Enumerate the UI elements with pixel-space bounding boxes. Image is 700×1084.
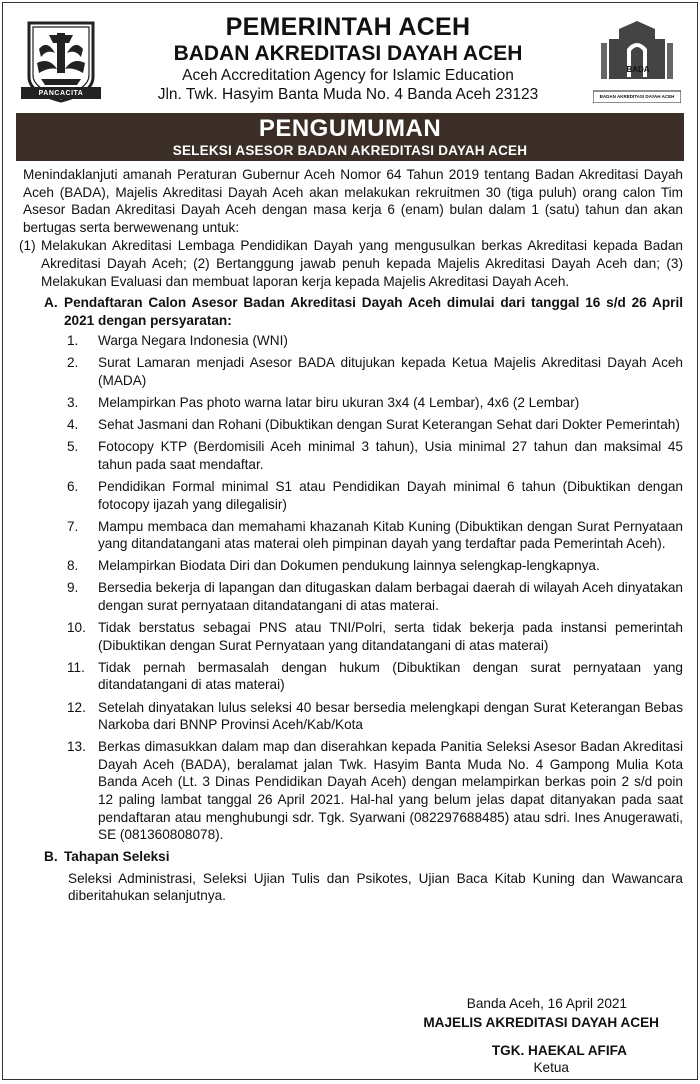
logo-right-caption: BADAN AKREDITASI DAYAH ACEH xyxy=(599,94,675,99)
list-item: 5. Fotocopy KTP (Berdomisili Aceh minimal 3 tahun), Usia minimal 27 tahun dan maksimal 45 tahun pada saat mendaftar. xyxy=(67,439,683,472)
list-item: 8. Melampirkan Biodata Diri dan Dokumen pendukung lainnya selengkap-lengkapnya. xyxy=(67,558,600,574)
duties-text: Melakukan Akreditasi Lembaga Pendidikan Dayah yang mengusulkan berkas Akreditasi kepada Badan Akreditasi Dayah Aceh; (2) Bertanggung jawab penuh kepada Majelis Akreditasi Dayah Aceh dan; (3) Melakukan Evaluasi dan membuat laporan kerja kepada Majelis Akreditasi Dayah Aceh. xyxy=(41,238,683,289)
section-b-text: Seleksi Administrasi, Seleksi Ujian Tulis dan Psikotes, Ujian Baca Kitab Kuning dan Wawancara diberitahukan selanjutnya. xyxy=(68,870,683,904)
section-a-letter: A. xyxy=(44,295,58,311)
logo-right-text: BADA xyxy=(626,65,650,74)
agency-address: Jln. Twk. Hasyim Banta Muda No. 4 Banda Aceh 23123 xyxy=(157,86,539,103)
section-a-heading xyxy=(19,294,683,329)
government-title: PEMERINTAH ACEH xyxy=(225,13,471,41)
list-item: 3. Melampirkan Pas photo warna latar biru ukuran 3x4 (4 Lembar), 4x6 (2 Lembar) xyxy=(67,395,580,411)
announcement-banner xyxy=(16,113,684,161)
announcement-subtitle: SELEKSI ASESOR BADAN AKREDITASI DAYAH ACEH xyxy=(172,143,528,158)
letterhead xyxy=(3,3,697,111)
section-b-letter: B. xyxy=(44,849,58,865)
signature-name: TGK. HAEKAL AFIFA xyxy=(491,1043,627,1058)
section-a-title: Pendaftaran Calon Asesor Badan Akreditasi Dayah Aceh dimulai dari tanggal 16 s/d 26 April 2021 dengan persyaratan: xyxy=(64,295,683,328)
requirements-list xyxy=(19,332,683,843)
section-b-title: Tahapan Seleksi xyxy=(64,849,170,865)
bada-logo xyxy=(593,19,681,103)
list-item: 6. Pendidikan Formal minimal S1 atau Pendidikan Dayah minimal 6 tahun (Dibuktikan dengan fotocopy ijazah yang dilegalisir) xyxy=(67,479,683,512)
letterhead-text xyxy=(111,13,585,104)
announcement-body xyxy=(19,166,683,905)
logo-left-caption: PANCACITA xyxy=(38,90,84,97)
signature-place-date: Banda Aceh, 16 April 2021 xyxy=(466,996,627,1011)
list-item: 2. Surat Lamaran menjadi Asesor BADA ditujukan kepada Ketua Majelis Akreditasi Dayah Aceh (MADA) xyxy=(67,355,683,389)
list-item: 12. Setelah dinyatakan lulus seleksi 40 besar bersedia melengkapi dengan Surat Keterangan Bebas Narkoba dari BNNP Provinsi Aceh/Kab/Kota xyxy=(67,699,683,733)
section-b-heading xyxy=(19,848,683,866)
list-item: 11. Tidak pernah bermasalah dengan hukum (Dibuktikan dengan surat pernyataan yang ditandatangani di atas materai) xyxy=(67,659,683,693)
agency-subtitle: Aceh Accreditation Agency for Islamic Education xyxy=(182,67,514,84)
list-item: 9. Bersedia bekerja di lapangan dan ditugaskan dalam berbagai daerah di wilayah Aceh dinyatakan dengan surat pernyataan ditandatangani di atas materai. xyxy=(67,580,683,614)
signature-organization: MAJELIS AKREDITASI DAYAH ACEH xyxy=(423,1015,659,1030)
list-item: 10. Tidak berstatus sebagai PNS atau TNI/Polri, serta tidak bekerja pada instansi pemerintah (Dibuktikan dengan Surat Pernyataan yang ditandatangani di atas materai) xyxy=(67,620,683,653)
signature-title: Ketua xyxy=(533,1060,569,1075)
list-item: 13. Berkas dimasukkan dalam map dan diserahkan kepada Panitia Seleksi Asesor Badan Akreditasi Dayah Aceh (BADA), beralamat jalan Twk. Hasyim Banta Muda No. 4 Gampong Mulia Kota Banda Aceh (Lt. 3 Dinas Pendidikan Dayah Aceh) dengan melampirkan berkas poin 2 s/d poin 12 paling lambat tanggal 26 April 2021. Hal-hal yang belum jelas dapat ditanyakan pada saat pendaftaran atau menghubungi sdr. Tgk. Syarwani (082297688485) atau sdri. Ines Anugerawati, SE (081360808078). xyxy=(67,739,683,843)
duties-paragraph xyxy=(19,237,683,290)
list-item: 7. Mampu membaca dan memahami khazanah Kitab Kuning (Dibuktikan dengan Surat Pernyataan yang ditandatangani atas materai oleh pimpinan dayah yang terdaftar pada Pemerintah Aceh). xyxy=(67,518,683,552)
list-item: 4. Sehat Jasmani dan Rohani (Dibuktikan dengan Surat Keterangan Sehat dari Dokter Pemerintah) xyxy=(67,417,680,433)
announcement-title: PENGUMUMAN xyxy=(258,115,442,142)
duties-number: (1) xyxy=(19,238,36,254)
intro-paragraph: Menindaklanjuti amanah Peraturan Gubernur Aceh Nomor 64 Tahun 2019 tentang Badan Akreditasi Dayah Aceh (BADA), Majelis Akreditasi Dayah Aceh akan melakukan rekruitmen 30 (tiga puluh) orang calon Tim Asesor Badan Akreditasi Dayah Aceh dengan masa kerja 6 (enam) bulan dalam 1 (satu) tahun dan akan bertugas serta berwewenang untuk: xyxy=(23,167,683,235)
list-item: 1. Warga Negara Indonesia (WNI) xyxy=(67,333,288,349)
agency-title: BADAN AKREDITASI DAYAH ACEH xyxy=(173,42,523,65)
announcement-page xyxy=(2,2,698,1080)
